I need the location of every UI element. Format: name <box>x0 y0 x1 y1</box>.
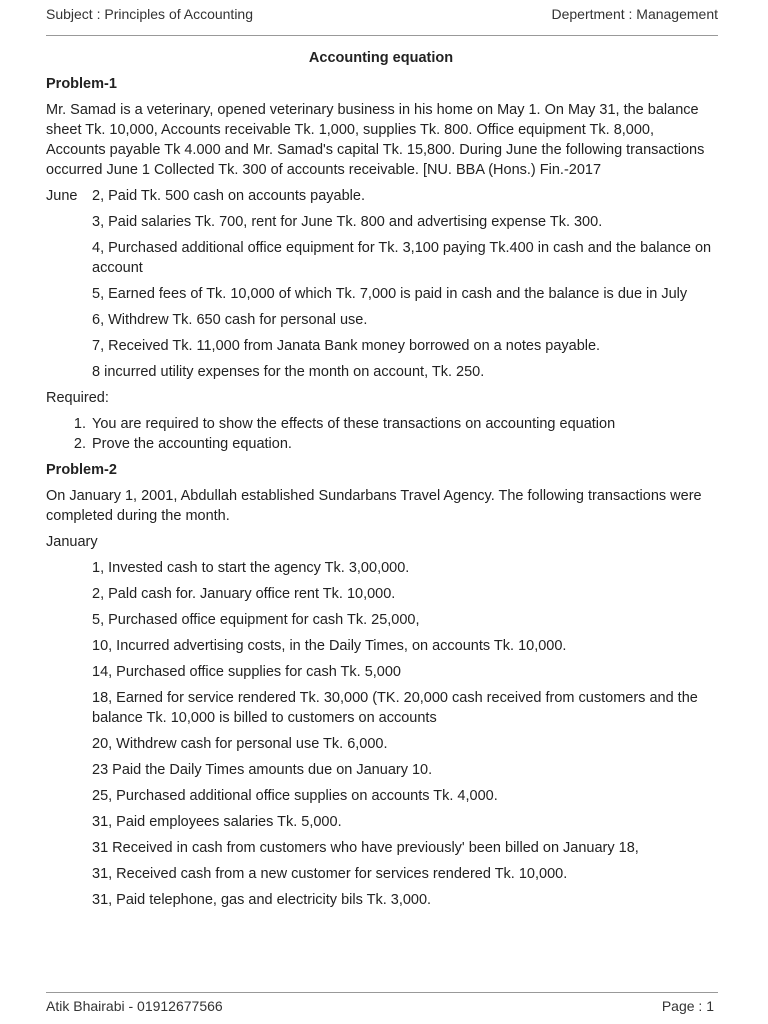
department-label: Depertment : Management <box>551 6 718 22</box>
transaction-item: 31, Paid employees salaries Tk. 5,000. <box>92 814 342 830</box>
transaction-item: 4, Purchased additional office equipment for Tk. 3,100 paying Tk.400 in cash and the balance on account <box>92 240 712 276</box>
transaction-item: 31, Received cash from a new customer for services rendered Tk. 10,000. <box>92 866 568 882</box>
problem-2-month: January <box>46 534 98 550</box>
transaction-item: 14, Purchased office supplies for cash Tk. 5,000 <box>92 664 401 680</box>
transaction-item: 25, Purchased additional office supplies on accounts Tk. 4,000. <box>92 788 498 804</box>
problem-1-month: June <box>46 188 78 204</box>
header-divider <box>46 35 718 36</box>
page-number: Page : 1 <box>661 998 714 1014</box>
transaction-item: 5, Earned fees of Tk. 10,000 of which Tk. 7,000 is paid in cash and the balance is due in July <box>92 286 688 302</box>
required-list <box>46 414 716 454</box>
problem-2-heading: Problem-2 <box>46 462 117 478</box>
transaction-item: 7, Received Tk. 11,000 from Janata Bank money borrowed on a notes payable. <box>92 338 601 354</box>
footer-divider <box>46 992 718 993</box>
transaction-item: 18, Earned for service rendered Tk. 30,000 (TK. 20,000 cash received from customers and the balance Tk. 10,000 is billed to customers on accounts <box>92 690 698 726</box>
problem-2 <box>46 460 716 910</box>
problem-2-intro: On January 1, 2001, Abdullah established Sundarbans Travel Agency. The following transactions were completed during the month. <box>46 488 702 524</box>
transaction-item: 5, Purchased office equipment for cash Tk. 25,000, <box>92 612 420 628</box>
transaction-item: 31 Received in cash from customers who have previously' been billed on January 18, <box>92 840 639 856</box>
author-contact: Atik Bhairabi - 01912677566 <box>46 998 223 1014</box>
required-item <box>46 414 716 434</box>
transaction-item: 2, Paid Tk. 500 cash on accounts payable. <box>92 188 365 204</box>
problem-1-heading: Problem-1 <box>46 76 117 92</box>
transaction-item: 10, Incurred advertising costs, in the Daily Times, on accounts Tk. 10,000. <box>92 638 567 654</box>
problem-1-month-row <box>46 186 716 206</box>
transaction-item: 3, Paid salaries Tk. 700, rent for June Tk. 800 and advertising expense Tk. 300. <box>92 214 603 230</box>
transaction-item: 6, Withdrew Tk. 650 cash for personal use. <box>92 312 368 328</box>
transaction-item: 1, Invested cash to start the agency Tk. 3,00,000. <box>92 560 410 576</box>
required-item-number: 2. <box>73 436 86 452</box>
transaction-item: 2, Pald cash for. January office rent Tk. 10,000. <box>92 586 396 602</box>
required-item-number: 1. <box>73 416 86 432</box>
required-item <box>46 434 716 454</box>
problem-1 <box>46 74 716 454</box>
required-label: Required: <box>46 390 109 406</box>
subject-label: Subject : Principles of Accounting <box>46 6 254 22</box>
required-item-text: You are required to show the effects of these transactions on accounting equation <box>92 416 616 432</box>
document-title: Accounting equation <box>308 50 454 66</box>
transaction-item: 31, Paid telephone, gas and electricity bils Tk. 3,000. <box>92 892 432 908</box>
document-body <box>46 48 716 916</box>
transaction-item: 20, Withdrew cash for personal use Tk. 6,000. <box>92 736 388 752</box>
problem-1-intro: Mr. Samad is a veterinary, opened veterinary business in his home on May 1. On May 31, the balance sheet Tk. 10,000, Accounts receivable Tk. 1,000, supplies Tk. 800. Office equipment Tk. 8,000, Accounts payable Tk 4.000 and Mr. Samad's capital Tk. 15,800. During June the following transactions occurred June 1 Collected Tk. 300 of accounts receivable. [NU. BBA (Hons.) Fin.-2017 <box>46 102 705 178</box>
required-item-text: Prove the accounting equation. <box>92 436 292 452</box>
transaction-item: 8 incurred utility expenses for the month on account, Tk. 250. <box>92 364 485 380</box>
transaction-item: 23 Paid the Daily Times amounts due on January 10. <box>92 762 433 778</box>
page-header <box>46 6 718 24</box>
